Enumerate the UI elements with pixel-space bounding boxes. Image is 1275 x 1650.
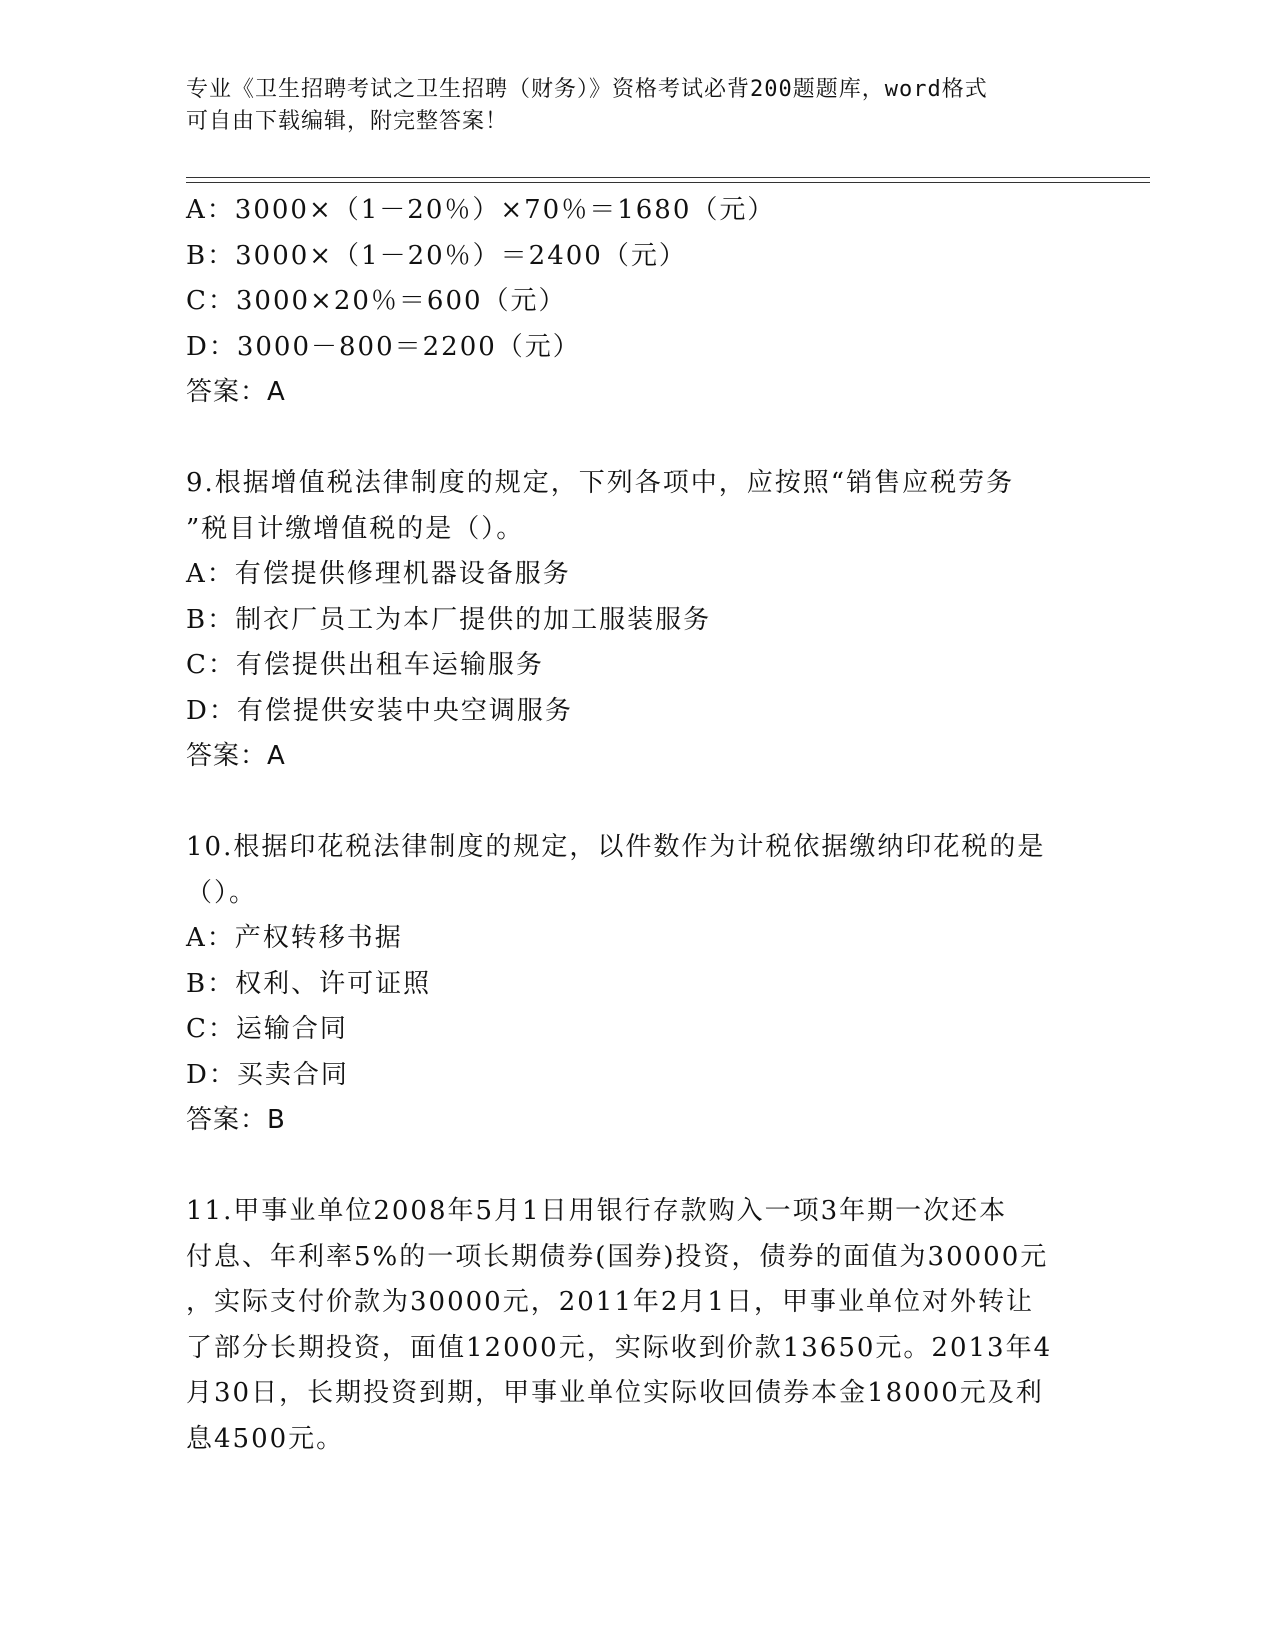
header-divider-bottom [186,182,1150,183]
question-stem-line-3: ，实际支付价款为30000元，2011年2月1日，甲事业单位对外转让 [186,1287,1034,1317]
question-stem-line-2: 付息、年利率5%的一项长期债券(国券)投资，债券的面值为30000元 [186,1241,1049,1272]
option-b: B：权利、许可证照 [186,968,432,999]
question-stem-line-1: 10.根据印花税法律制度的规定，以件数作为计税依据缴纳印花税的是 [186,832,1046,862]
question-11 [186,1189,1076,1462]
option-c: C：有偿提供出租车运输服务 [186,650,544,680]
header-title-line-2: 可自由下载编辑，附完整答案！ [186,109,509,134]
question-stem-line-5: 月30日，长期投资到期，甲事业单位实际收回债券本金18000元及利 [186,1378,1044,1408]
question-stem-line-1: 11.甲事业单位2008年5月1日用银行存款购入一项3年期一次还本 [186,1196,1008,1226]
option-d: D：买卖合同 [186,1059,349,1090]
option-a: A：产权转移书据 [186,923,403,953]
document-body [186,188,1076,1462]
spacer [186,780,1076,826]
question-stem-line-2: ”税目计缴增值税的是（）。 [186,513,525,544]
question-stem-line-2: （）。 [186,877,258,908]
question-10 [186,825,1076,1144]
question-9 [186,461,1076,780]
header-title-line-1: 专业《卫生招聘考试之卫生招聘（财务）》资格考试必背200题题库，word格式 [186,77,988,102]
option-d: D：有偿提供安装中央空调服务 [186,695,573,726]
question-8 [186,188,1076,416]
option-a: A：有偿提供修理机器设备服务 [186,559,571,589]
option-a: A：3000×（1－20％）×70％＝1680（元） [186,195,776,225]
question-stem-line-4: 了部分长期投资，面值12000元，实际收到价款13650元。2013年4 [186,1332,1053,1363]
question-stem-line-1: 9.根据增值税法律制度的规定，下列各项中，应按照“销售应税劳务 [186,468,1015,498]
header-divider-top [186,177,1150,178]
question-stem-line-6: 息4500元。 [186,1423,345,1454]
option-b: B：3000×（1－20％）＝2400（元） [186,240,687,271]
answer: 答案：B [186,1105,286,1135]
answer: 答案：A [186,741,286,771]
answer: 答案：A [186,377,286,407]
option-c: C：3000×20％＝600（元） [186,286,567,316]
option-b: B：制衣厂员工为本厂提供的加工服装服务 [186,604,712,635]
spacer [186,1144,1076,1190]
document-header [186,74,1066,138]
option-d: D：3000－800＝2200（元） [186,331,581,362]
option-c: C：运输合同 [186,1014,348,1044]
spacer [186,416,1076,462]
